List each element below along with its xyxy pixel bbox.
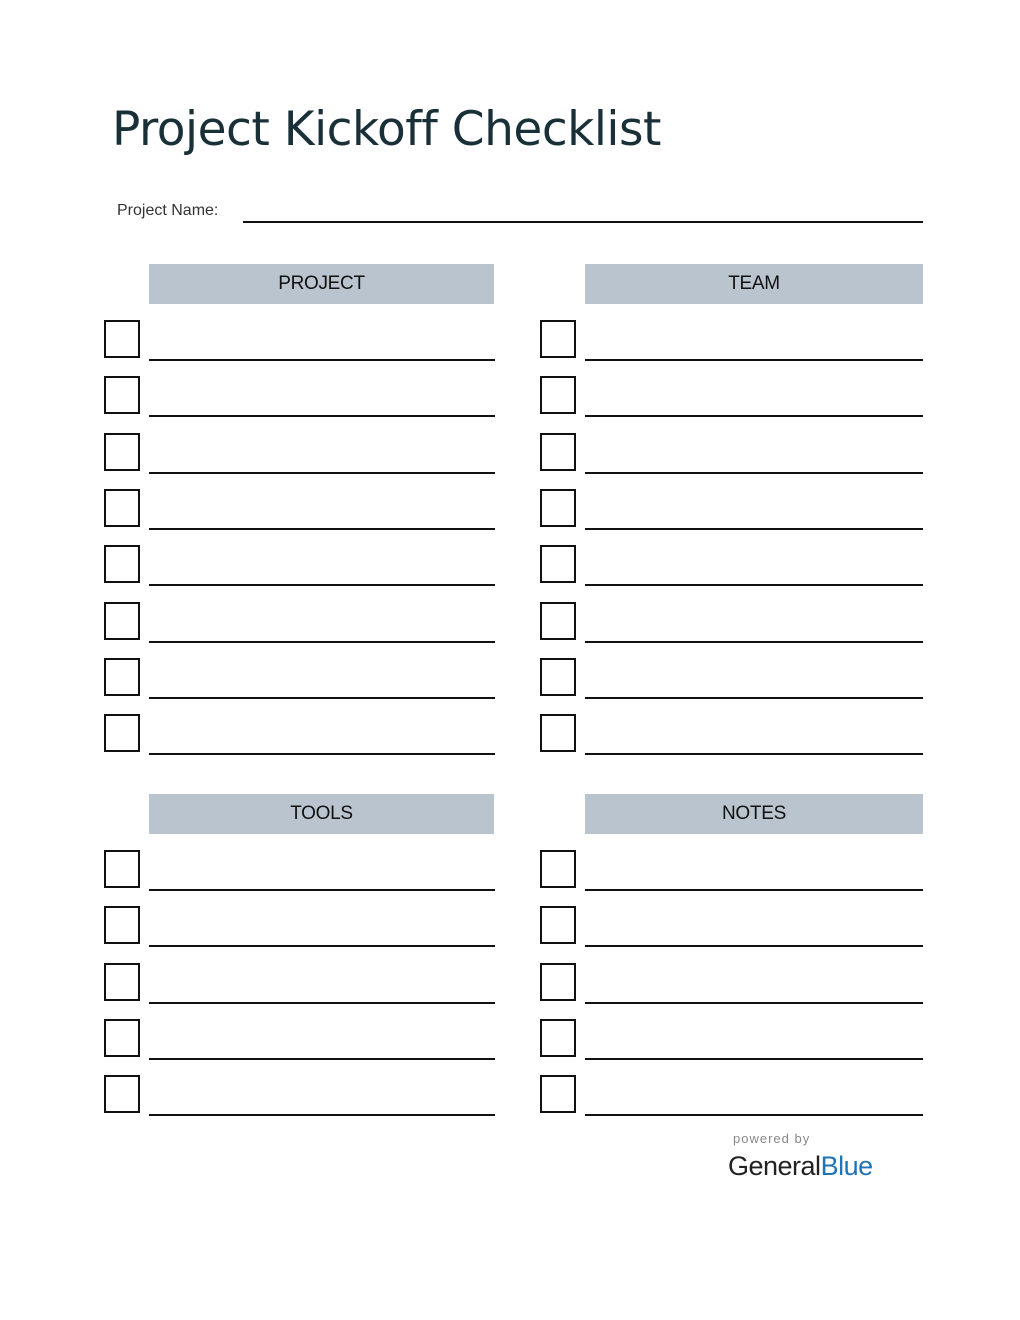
notes-row (540, 1075, 923, 1117)
brand-blue: Blue (820, 1151, 873, 1181)
notes-checkbox[interactable] (540, 963, 576, 1001)
project-row (104, 376, 495, 418)
team-checkbox[interactable] (540, 658, 576, 696)
notes-entry-line[interactable] (585, 945, 923, 947)
notes-checkbox[interactable] (540, 1019, 576, 1057)
notes-checkbox[interactable] (540, 1075, 576, 1113)
tools-row (104, 906, 495, 948)
project-checkbox[interactable] (104, 489, 140, 527)
page-title: Project Kickoff Checklist (112, 102, 661, 157)
team-entry-line[interactable] (585, 415, 923, 417)
project-entry-line[interactable] (149, 472, 495, 474)
project-entry-line[interactable] (149, 359, 495, 361)
team-checkbox[interactable] (540, 489, 576, 527)
section-header-notes: NOTES (585, 794, 923, 834)
project-entry-line[interactable] (149, 697, 495, 699)
team-entry-line[interactable] (585, 753, 923, 755)
team-checkbox[interactable] (540, 376, 576, 414)
project-checkbox[interactable] (104, 602, 140, 640)
project-row (104, 433, 495, 475)
tools-checkbox[interactable] (104, 963, 140, 1001)
notes-entry-line[interactable] (585, 1114, 923, 1116)
team-row (540, 376, 923, 418)
project-row (104, 489, 495, 531)
project-entry-line[interactable] (149, 584, 495, 586)
team-entry-line[interactable] (585, 584, 923, 586)
tools-row (104, 1075, 495, 1117)
project-checkbox[interactable] (104, 545, 140, 583)
powered-by-text: powered by (733, 1131, 811, 1146)
project-checkbox[interactable] (104, 714, 140, 752)
project-name-label: Project Name: (117, 202, 219, 219)
project-row (104, 658, 495, 700)
tools-row (104, 963, 495, 1005)
project-row (104, 545, 495, 587)
tools-row (104, 850, 495, 892)
tools-entry-line[interactable] (149, 945, 495, 947)
notes-row (540, 1019, 923, 1061)
project-entry-line[interactable] (149, 528, 495, 530)
notes-entry-line[interactable] (585, 1058, 923, 1060)
project-row (104, 320, 495, 362)
team-entry-line[interactable] (585, 359, 923, 361)
project-checkbox[interactable] (104, 320, 140, 358)
tools-checkbox[interactable] (104, 1075, 140, 1113)
tools-checkbox[interactable] (104, 1019, 140, 1057)
project-name-field[interactable] (243, 221, 923, 223)
tools-entry-line[interactable] (149, 1114, 495, 1116)
generalblue-logo (728, 1150, 873, 1182)
team-row (540, 602, 923, 644)
section-header-team: TEAM (585, 264, 923, 304)
team-row (540, 658, 923, 700)
project-entry-line[interactable] (149, 415, 495, 417)
team-checkbox[interactable] (540, 320, 576, 358)
project-entry-line[interactable] (149, 641, 495, 643)
team-checkbox[interactable] (540, 714, 576, 752)
project-checkbox[interactable] (104, 376, 140, 414)
team-row (540, 714, 923, 756)
notes-row (540, 906, 923, 948)
notes-checkbox[interactable] (540, 850, 576, 888)
section-header-project: PROJECT (149, 264, 494, 304)
notes-row (540, 850, 923, 892)
notes-row (540, 963, 923, 1005)
tools-entry-line[interactable] (149, 1002, 495, 1004)
section-header-tools: TOOLS (149, 794, 494, 834)
team-entry-line[interactable] (585, 528, 923, 530)
tools-entry-line[interactable] (149, 889, 495, 891)
team-entry-line[interactable] (585, 641, 923, 643)
tools-entry-line[interactable] (149, 1058, 495, 1060)
team-row (540, 320, 923, 362)
team-entry-line[interactable] (585, 472, 923, 474)
tools-checkbox[interactable] (104, 906, 140, 944)
brand-general: General (728, 1151, 821, 1181)
team-row (540, 433, 923, 475)
notes-checkbox[interactable] (540, 906, 576, 944)
team-checkbox[interactable] (540, 433, 576, 471)
team-row (540, 545, 923, 587)
project-row (104, 602, 495, 644)
project-checkbox[interactable] (104, 433, 140, 471)
team-checkbox[interactable] (540, 602, 576, 640)
project-entry-line[interactable] (149, 753, 495, 755)
team-entry-line[interactable] (585, 697, 923, 699)
notes-entry-line[interactable] (585, 889, 923, 891)
notes-entry-line[interactable] (585, 1002, 923, 1004)
tools-checkbox[interactable] (104, 850, 140, 888)
team-row (540, 489, 923, 531)
team-checkbox[interactable] (540, 545, 576, 583)
project-row (104, 714, 495, 756)
tools-row (104, 1019, 495, 1061)
project-checkbox[interactable] (104, 658, 140, 696)
